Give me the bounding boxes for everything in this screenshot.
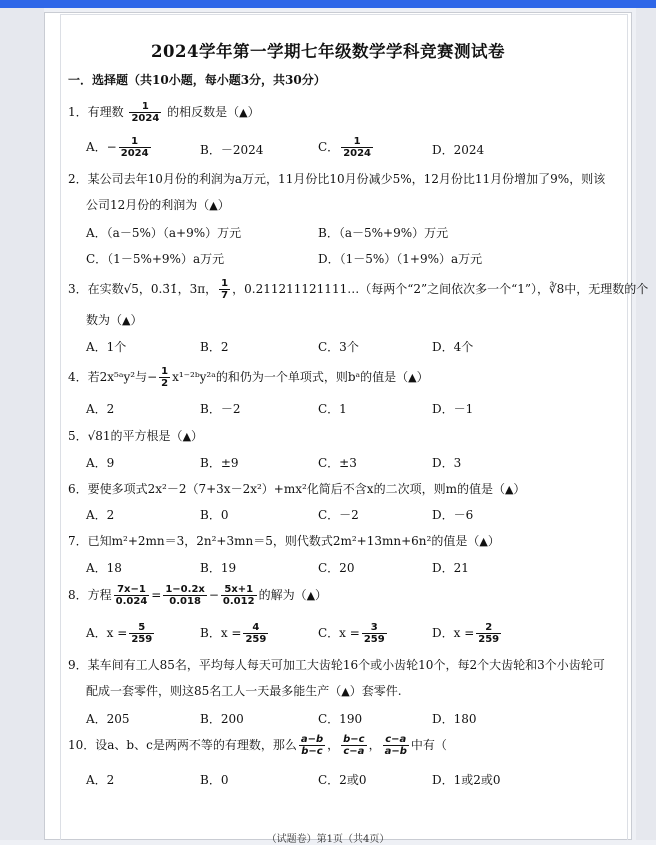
option-a: A．205	[86, 712, 130, 726]
question-10: 10．设a、b、c是两两不等的有理数，那么 $\frac{a-b}{b-c}$ ， $\frac{b-c}{c-a}$ ， $\frac{c-a}{a-b}$ 中有（	[68, 734, 447, 757]
answer-blank-icon: ▲	[182, 430, 192, 443]
question-7: 7．已知m²+2mn＝3，2n²+3mn＝5，则代数式2m²+13mn+6n²的值是（▲）	[68, 534, 500, 548]
option-c: C．1	[318, 402, 347, 416]
option-d: D．180	[432, 712, 477, 726]
right-margin	[636, 8, 656, 840]
question-1: 1．有理数 $\frac{1}{2024}$ 的相反数是（▲）	[68, 101, 260, 124]
option-d: D．x = $\frac{2}{259}$	[432, 622, 500, 645]
option-d: D．3	[432, 456, 462, 470]
option-d: D．－1	[432, 402, 474, 416]
answer-blank-icon: ▲	[504, 483, 514, 496]
option-a: A．9	[86, 456, 115, 470]
option-b: B．（a－5%+9%）万元	[318, 226, 449, 240]
top-accent-bar	[0, 0, 656, 8]
option-b: B．2	[200, 340, 229, 354]
option-b: B．±9	[200, 456, 239, 470]
option-b: B．19	[200, 561, 237, 575]
option-c: C．（1－5%+9%）a万元	[86, 252, 225, 266]
option-c: C．－2	[318, 508, 359, 522]
answer-blank-icon: ▲	[209, 199, 218, 212]
option-a: A．2	[86, 508, 115, 522]
option-b: B．0	[200, 773, 229, 787]
question-9-line2: 配成一套零件，则这85名工人一天最多能生产（▲）套零件.	[86, 684, 402, 698]
answer-blank-icon: ▲	[408, 371, 417, 384]
answer-blank-icon: ▲	[122, 314, 131, 327]
answer-blank-icon: ▲	[306, 589, 316, 602]
option-d: D．－6	[432, 508, 474, 522]
option-c: C．±3	[318, 456, 357, 470]
option-b: B．200	[200, 712, 244, 726]
option-c: C．20	[318, 561, 355, 575]
option-c: C．3个	[318, 340, 359, 354]
option-b: B．－2024	[200, 143, 264, 157]
option-c: C．190	[318, 712, 363, 726]
option-c: C．2或0	[318, 773, 367, 787]
option-a: A．2	[86, 402, 115, 416]
left-margin	[0, 8, 44, 840]
option-c: C． $\frac{1}{2024}$	[318, 136, 372, 159]
question-4: 4．若2x⁵ᵃy²与− $\frac{1}{2}$ x¹⁻²ᵇy²ᵃ的和仍为一个单项式，则bᵃ的值是（▲）	[68, 366, 429, 389]
answer-blank-icon: ▲	[239, 106, 248, 119]
option-a: A．18	[86, 561, 122, 575]
option-d: D．4个	[432, 340, 474, 354]
answer-blank-icon: ▲	[341, 685, 350, 698]
question-9: 9．某车间有工人85名，平均每人每天可加工大齿轮16个或小齿轮10个，每2个大齿轮和3个小齿轮可	[68, 658, 605, 672]
question-2-line2: 公司12月份的利润为（▲）	[86, 198, 230, 212]
option-b: B．－2	[200, 402, 241, 416]
option-d: D．2024	[432, 143, 485, 157]
option-d: D．（1－5%）（1+9%）a万元	[318, 252, 483, 266]
option-d: D．21	[432, 561, 469, 575]
option-a: A．1个	[86, 340, 127, 354]
question-8: 8．方程 $\frac{7x-1}{0.024}$ = $\frac{1-0.2x}{0.018}$ − $\frac{5x+1}{0.012}$ 的解为（▲）	[68, 584, 328, 607]
question-6: 6．要使多项式2x²－2（7+3x－2x²）+mx²化简后不含x的二次项，则m的值是（▲）	[68, 482, 526, 496]
option-c: C．x = $\frac{3}{259}$	[318, 622, 385, 645]
page-title: 2024学年第一学期七年级数学学科竞赛测试卷	[151, 42, 505, 61]
question-5: 5．√81的平方根是（▲）	[68, 429, 204, 443]
option-b: B．0	[200, 508, 229, 522]
option-a: A．2	[86, 773, 115, 787]
option-a: A．x = $\frac{5}{259}$	[86, 622, 153, 645]
option-a: A．（a－5%）（a+9%）万元	[86, 226, 242, 240]
question-2: 2．某公司去年10月份的利润为a万元，11月份比10月份减少5%，12月份比11月份增加了9%，则该	[68, 172, 606, 186]
section-heading: 一．选择题（共10小题，每小题3分，共30分）	[68, 73, 326, 87]
question-3: 3．在实数√5，0.3̇1̇，3π， $\frac{1}{7}$ ，0.211211121111…（每两个“2”之间依次多一个“1”），∛8中，无理数的个	[68, 278, 649, 301]
option-a: A．− $\frac{1}{2024}$	[86, 136, 149, 159]
answer-blank-icon: ▲	[479, 535, 488, 548]
option-d: D．1或2或0	[432, 773, 501, 787]
question-3-line2: 数为（▲）	[86, 313, 143, 327]
option-b: B．x = $\frac{4}{259}$	[200, 622, 267, 645]
page-footer: （试题卷）第1页（共4页）	[266, 834, 390, 845]
